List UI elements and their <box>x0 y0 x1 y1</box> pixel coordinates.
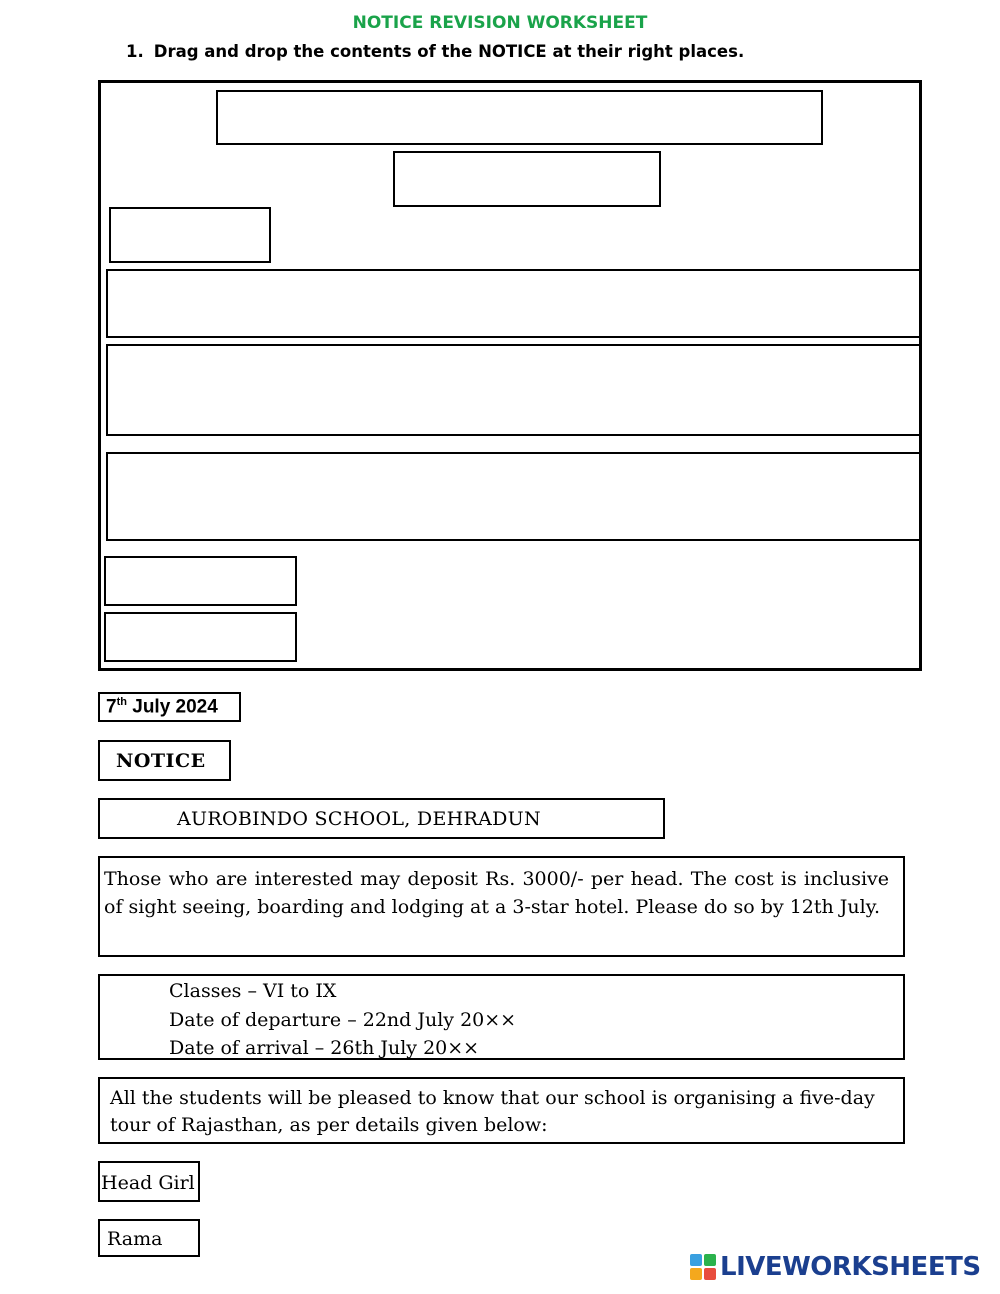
draggable-deposit-card[interactable] <box>98 856 905 957</box>
draggable-details-card[interactable] <box>98 974 905 1060</box>
details-departure: Date of departure – 22nd July 20×× <box>169 1008 517 1031</box>
date-rest: July 2024 <box>126 696 218 718</box>
designation-text: Head Girl <box>101 1172 195 1194</box>
date-day: 7 <box>106 696 117 718</box>
date-suffix: th <box>116 696 127 708</box>
brand-name: LIVEWORKSHEETS <box>720 1252 981 1282</box>
draggable-designation-card[interactable] <box>98 1161 200 1202</box>
liveworksheets-brand <box>690 1252 981 1282</box>
worksheet-title: NOTICE REVISION WORKSHEET <box>352 13 648 33</box>
drop-slot-school-name[interactable] <box>216 90 823 145</box>
notice-heading-text: NOTICE <box>116 750 206 772</box>
draggable-school-card[interactable] <box>98 798 665 839</box>
details-arrival: Date of arrival – 26th July 20×× <box>169 1037 480 1059</box>
notice-drop-frame <box>98 80 922 671</box>
draggable-intro-card[interactable] <box>98 1077 905 1144</box>
drop-slot-signature-name[interactable] <box>104 556 297 606</box>
drop-slot-body-3[interactable] <box>106 452 921 541</box>
liveworksheets-logo-icon <box>690 1254 716 1280</box>
instruction-text: Drag and drop the contents of the NOTICE at their right places. <box>153 42 745 61</box>
draggable-notice-card[interactable] <box>98 740 231 781</box>
deposit-text: Those who are interested may deposit Rs. 3000/- per head. The cost is inclusive of sight seeing, boarding and lodging at a 3-star hotel. Please do so by 12th July. <box>104 868 889 918</box>
draggable-name-card[interactable] <box>98 1219 200 1257</box>
drop-slot-notice-heading[interactable] <box>393 151 661 207</box>
drop-slot-body-1[interactable] <box>106 269 921 338</box>
intro-text: All the students will be pleased to know that our school is organising a five-day tour of Rajasthan, as per details given below: <box>110 1087 875 1136</box>
drop-slot-body-2[interactable] <box>106 344 921 436</box>
instruction-number: 1. <box>126 42 144 61</box>
signature-name-text: Rama <box>107 1228 163 1250</box>
details-classes: Classes – VI to IX <box>169 980 337 1002</box>
instruction <box>126 42 744 61</box>
draggable-date-card[interactable] <box>98 692 241 722</box>
school-name-text: AUROBINDO SCHOOL, DEHRADUN <box>177 808 541 830</box>
drop-slot-designation[interactable] <box>104 612 297 662</box>
drop-slot-date[interactable] <box>109 207 271 263</box>
